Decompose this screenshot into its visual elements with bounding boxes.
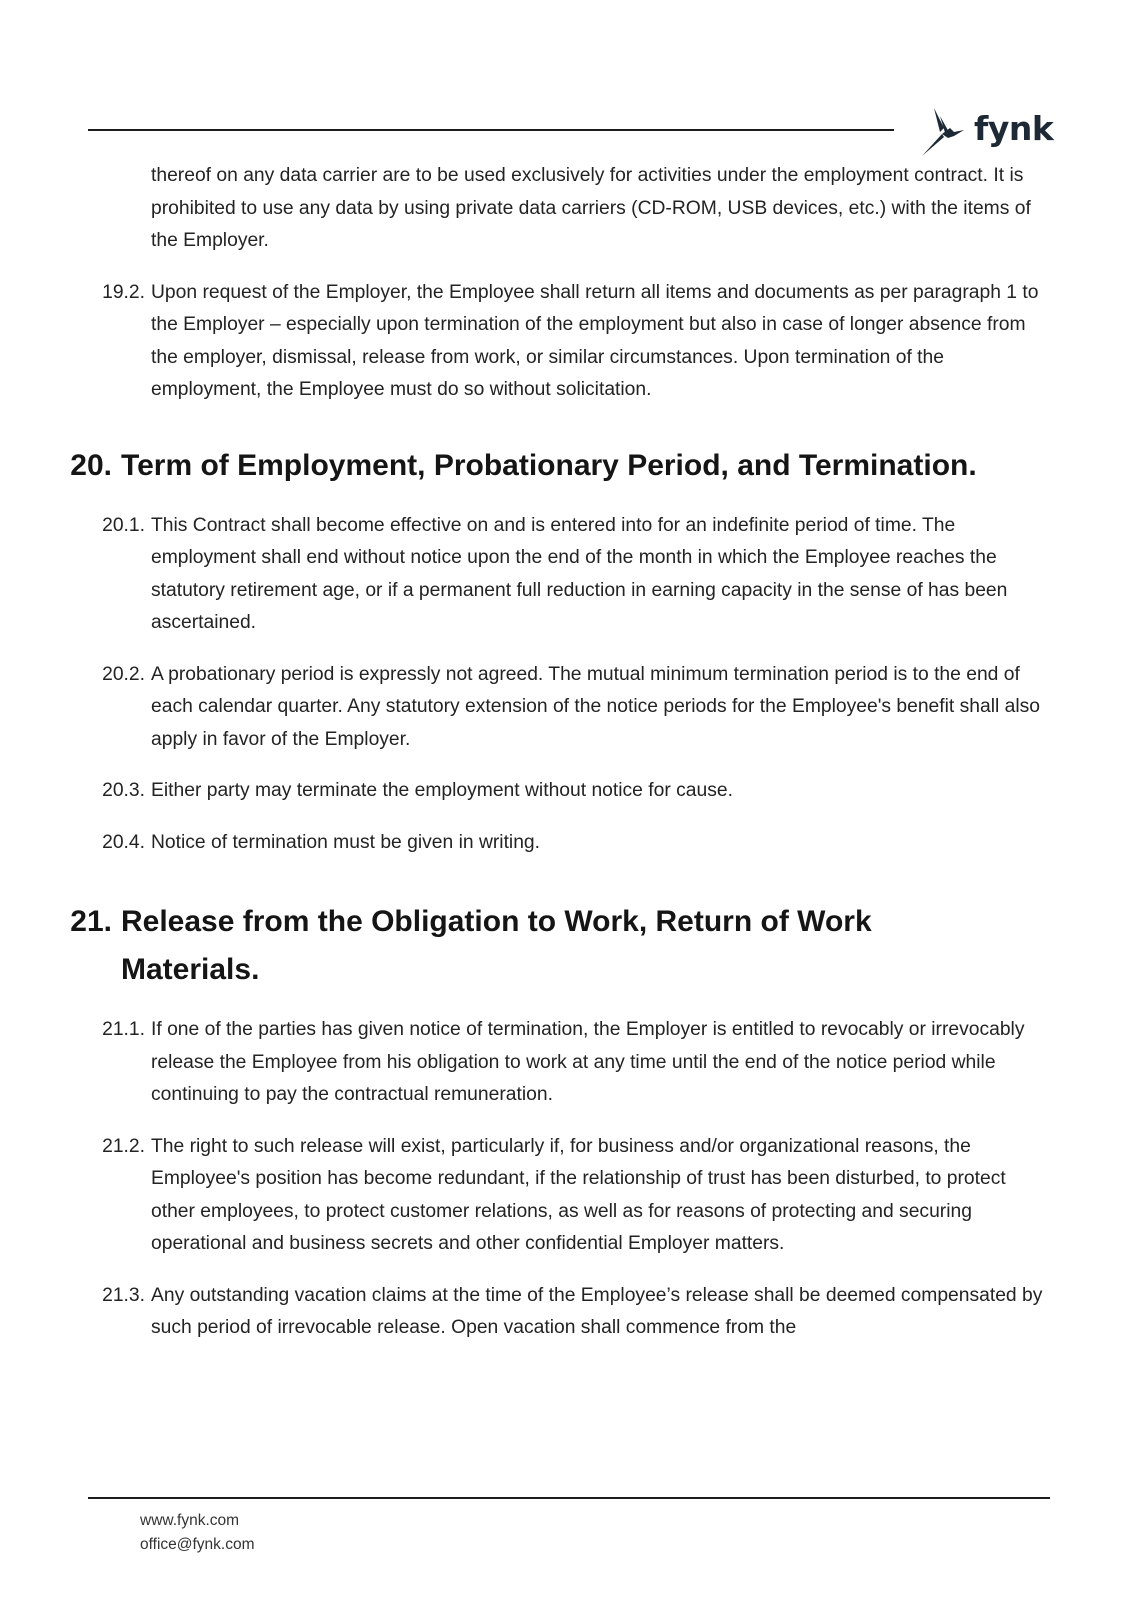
paragraph-21-1 <box>0 1014 1131 1112</box>
paragraph-21-3 <box>0 1280 1131 1345</box>
section-title: Term of Employment, Probationary Period, and Termination. <box>121 448 977 482</box>
header-divider <box>88 129 894 131</box>
section-heading-21 <box>0 898 1131 994</box>
section-heading-20 <box>0 442 1131 490</box>
footer-divider <box>88 1497 1050 1499</box>
bird-logo-icon <box>920 106 970 158</box>
document-body <box>0 160 1131 1345</box>
paragraph-text: A probationary period is expressly not agreed. The mutual minimum termination period is to the end of each calendar quarter. Any statutory extension of the notice periods for the Employee's benefit shall also apply in favor of the Employer. <box>151 663 1041 750</box>
paragraph-text: If one of the parties has given notice of termination, the Employer is entitled to revocably or irrevocably release the Employee from his obligation to work at any time until the end of the notice period while continuing to pay the contractual remuneration. <box>151 1019 1025 1105</box>
paragraph-number: 21.1. <box>102 1019 145 1040</box>
paragraph-19-1-continued <box>0 160 1131 258</box>
paragraph-text: Either party may terminate the employment without notice for cause. <box>151 780 733 801</box>
paragraph-21-2 <box>0 1131 1131 1261</box>
paragraph-19-2 <box>0 277 1131 407</box>
section-number: 21. <box>70 905 112 938</box>
footer-website: www.fynk.com <box>140 1512 240 1529</box>
paragraph-text: This Contract shall become effective on and is entered into for an indefinite period of time. The employment shall end without notice upon the end of the month in which the Employee reaches the statutory retirement age, or if a permanent full reduction in earning capacity in the sense of has been ascertained. <box>151 514 1008 633</box>
paragraph-text: Upon request of the Employer, the Employee shall return all items and documents as per paragraph 1 to the Employer – especially upon termination of the employment but also in case of longer absence from the employer, dismissal, release from work, or similar circumstances. Upon termination of the employment, the Employee must do so without solicitation. <box>151 281 1039 400</box>
section-number: 20. <box>70 448 112 482</box>
paragraph-number: 21.3. <box>102 1284 145 1306</box>
paragraph-number: 20.2. <box>102 663 145 685</box>
paragraph-text: Any outstanding vacation claims at the time of the Employee’s release shall be deemed compensated by such period of irrevocable release. Open vacation shall commence from the <box>151 1284 1043 1338</box>
paragraph-number: 20.1. <box>102 514 145 536</box>
paragraph-20-1 <box>0 510 1131 640</box>
logo-text: fynk <box>974 108 1054 148</box>
page-footer <box>140 1509 255 1557</box>
paragraph-text: thereof on any data carrier are to be used exclusively for activities under the employment contract. It is prohibited to use any data by using private data carriers (CD-ROM, USB devices, etc.) with the items of the Employer. <box>151 165 1031 251</box>
fynk-logo <box>920 106 1053 158</box>
paragraph-20-4 <box>0 827 1131 860</box>
paragraph-20-3 <box>0 775 1131 808</box>
paragraph-number: 19.2. <box>102 281 145 303</box>
paragraph-number: 21.2. <box>102 1135 145 1157</box>
footer-email: office@fynk.com <box>140 1536 255 1553</box>
paragraph-number: 20.4. <box>102 831 145 853</box>
section-title: Release from the Obligation to Work, Return of Work Materials. <box>121 905 872 986</box>
paragraph-text: The right to such release will exist, particularly if, for business and/or organizational reasons, the Employee's position has become redundant, if the relationship of trust has been disturbed, to protect other employees, to protect customer relations, as well as for reasons of protecting and securing operational and business secrets and other confidential Employer matters. <box>151 1135 1006 1254</box>
paragraph-number: 20.3. <box>102 780 145 801</box>
paragraph-text: Notice of termination must be given in writing. <box>151 831 541 853</box>
paragraph-20-2 <box>0 659 1131 757</box>
